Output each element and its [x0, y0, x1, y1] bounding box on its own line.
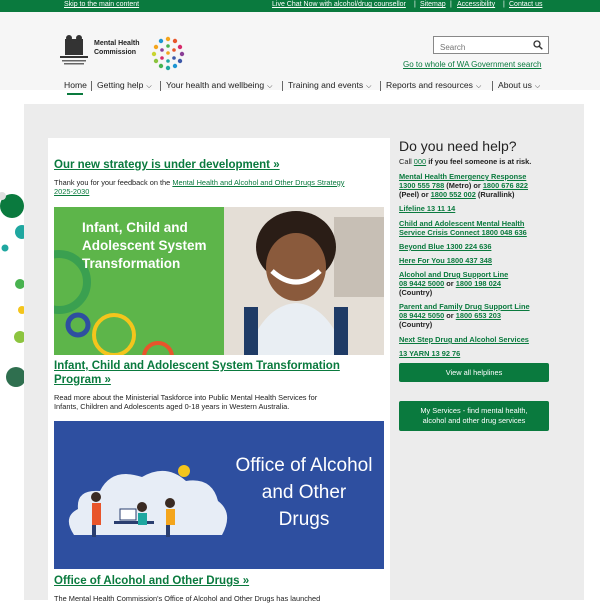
- office-illustration: [62, 463, 232, 543]
- adsl-title-link[interactable]: Alcohol and Drug Support Line: [399, 270, 509, 279]
- nav-training-events[interactable]: [288, 80, 371, 91]
- icast-description: [54, 393, 384, 411]
- pfdsl-country-note: (Country): [399, 320, 433, 329]
- separator: |: [414, 1, 416, 8]
- here-for-you: [399, 256, 492, 265]
- aod-description: The Mental Health Commission's Office of Alcohol and Other Drugs has launched: [54, 594, 321, 603]
- emergency-peel-note: (Peel) or: [399, 190, 431, 199]
- nav-divider: [492, 81, 493, 91]
- parent-family-support-line: [399, 302, 530, 329]
- search-box: [433, 36, 549, 54]
- emergency-rurallink-note: (Rurallink): [475, 190, 515, 199]
- pfdsl-title-link[interactable]: Parent and Family Drug Support Line: [399, 302, 530, 311]
- nav-divider: [282, 81, 283, 91]
- nav-label: Getting help: [97, 80, 144, 90]
- commission-dots-logo-icon: [150, 35, 186, 71]
- alcohol-drug-support-line: [399, 270, 508, 297]
- aod-heading-link[interactable]: Office of Alcohol and Other Drugs »: [54, 575, 250, 587]
- icast-banner-title: Infant, Child and Adolescent System Transformation: [82, 220, 207, 271]
- emergency-metro-number[interactable]: 1300 555 788: [399, 181, 445, 190]
- my-services-line-2: alcohol and other drug services: [422, 416, 526, 425]
- live-chat-link[interactable]: Live Chat Now with alcohol/drug counsellor: [272, 1, 406, 8]
- nav-about-us[interactable]: [498, 80, 540, 91]
- adsl-country-note: (Country): [399, 288, 433, 297]
- logo-line-2: Commission: [94, 49, 137, 56]
- my-services-button[interactable]: [399, 401, 549, 431]
- next-step-link[interactable]: Next Step Drug and Alcohol Services: [399, 335, 529, 344]
- 13-yarn: [399, 349, 460, 358]
- content-column: [48, 138, 390, 603]
- child-crisis-title-link[interactable]: Child and Adolescent Mental Health: [399, 219, 525, 228]
- separator: |: [450, 1, 452, 8]
- strategy-text: [54, 178, 384, 196]
- call-000-link[interactable]: 000: [413, 157, 427, 166]
- pfdsl-number-1[interactable]: 08 9442 5050: [399, 311, 445, 320]
- separator: |: [503, 1, 505, 8]
- child-crisis-connect: [399, 219, 527, 237]
- lifeline-link[interactable]: Lifeline 13 11 14: [399, 204, 456, 213]
- nav-your-health[interactable]: [166, 80, 272, 91]
- next-step: [399, 335, 529, 344]
- chevron-down-icon: ⌵: [366, 83, 372, 90]
- chevron-down-icon: ⌵: [475, 83, 482, 90]
- adsl-or: or: [444, 279, 456, 288]
- skip-link[interactable]: Skip to the main content: [64, 1, 140, 8]
- adsl-number-1[interactable]: 08 9442 5000: [399, 279, 445, 288]
- icast-heading-line-1: Infant, Child and Adolescent System Transformation: [54, 360, 340, 372]
- icast-heading-line-2: Program »: [54, 374, 111, 386]
- main-navigation: [0, 78, 600, 98]
- call-pre: Call: [399, 157, 414, 166]
- 13-yarn-link[interactable]: 13 YARN 13 92 76: [399, 349, 461, 358]
- beyond-blue: [399, 242, 491, 251]
- icast-banner-image[interactable]: [54, 207, 384, 355]
- aod-banner-title: Office of Alcohol and Other Drugs: [235, 455, 373, 530]
- emergency-number-2[interactable]: 1800 676 822: [482, 181, 529, 190]
- child-crisis-number[interactable]: 1800 048 636: [481, 228, 527, 237]
- icast-heading-link[interactable]: [54, 359, 374, 387]
- child-crisis-title-link-2[interactable]: Service Crisis Connect: [399, 228, 482, 237]
- adsl-number-2[interactable]: 1800 198 024: [455, 279, 501, 288]
- logo-line-1: Mental Health: [94, 40, 140, 47]
- search-icon[interactable]: [533, 40, 543, 50]
- aod-banner-image[interactable]: [54, 421, 384, 569]
- nav-getting-help[interactable]: [97, 80, 152, 91]
- emergency-metro-note: (Metro) or: [444, 181, 483, 190]
- strategy-document-link[interactable]: Mental Health and Alcohol and Other Drugs Strategy: [172, 178, 345, 187]
- nav-divider: [380, 81, 381, 91]
- strategy-text-lead: Thank you for your feedback on the: [54, 178, 171, 187]
- emergency-title-link[interactable]: Mental Health Emergency Response: [399, 172, 527, 181]
- pfdsl-or: or: [444, 311, 456, 320]
- view-all-helplines-button[interactable]: View all helplines: [399, 363, 549, 382]
- chevron-down-icon: ⌵: [267, 83, 273, 90]
- chevron-down-icon: ⌵: [146, 83, 152, 90]
- wa-government-search-link[interactable]: Go to whole of WA Government search: [403, 60, 542, 69]
- call-000-text: [399, 157, 531, 166]
- utility-bar: [0, 0, 600, 12]
- sidebar-title: Do you need help?: [399, 138, 517, 154]
- emergency-rurallink-number[interactable]: 1800 552 002: [430, 190, 476, 199]
- icast-text-line-2: Infants, Children and Adolescents aged 0-18 years in Western Australia.: [54, 402, 290, 411]
- nav-active-indicator: [67, 93, 83, 95]
- my-services-line-1: My Services - find mental health,: [420, 406, 528, 415]
- nav-divider: [160, 81, 161, 91]
- decorative-dots: [0, 190, 26, 390]
- strategy-document-link-cont[interactable]: 2025-2030: [54, 187, 90, 196]
- site-header: [0, 12, 600, 90]
- search-input[interactable]: [434, 40, 528, 56]
- here-for-you-link[interactable]: Here For You 1800 437 348: [399, 256, 492, 265]
- emergency-response: [399, 172, 528, 199]
- chevron-down-icon: ⌵: [534, 83, 541, 90]
- logo-text[interactable]: [94, 39, 140, 57]
- strategy-heading-link[interactable]: Our new strategy is under development »: [54, 159, 280, 171]
- smiling-child-photo: [224, 207, 384, 355]
- call-post: if you feel someone is at risk.: [426, 157, 532, 166]
- nav-label: Reports and resources: [386, 80, 473, 90]
- sitemap-link[interactable]: Sitemap: [420, 1, 446, 8]
- nav-label: Your health and wellbeing: [166, 80, 265, 90]
- government-crest-icon[interactable]: [58, 34, 90, 68]
- beyond-blue-link[interactable]: Beyond Blue 1300 224 636: [399, 242, 492, 251]
- accessibility-link[interactable]: Accessibility: [457, 1, 496, 8]
- lifeline: [399, 204, 455, 213]
- pfdsl-number-2[interactable]: 1800 653 203: [455, 311, 501, 320]
- nav-home[interactable]: Home: [64, 80, 87, 90]
- nav-label: Training and events: [288, 80, 364, 90]
- nav-reports-resources[interactable]: [386, 80, 481, 91]
- nav-label: About us: [498, 80, 532, 90]
- contact-link[interactable]: Contact us: [509, 1, 543, 8]
- icast-text-line-1: Read more about the Ministerial Taskforce into Public Mental Health Services for: [54, 393, 318, 402]
- nav-divider: [91, 81, 92, 91]
